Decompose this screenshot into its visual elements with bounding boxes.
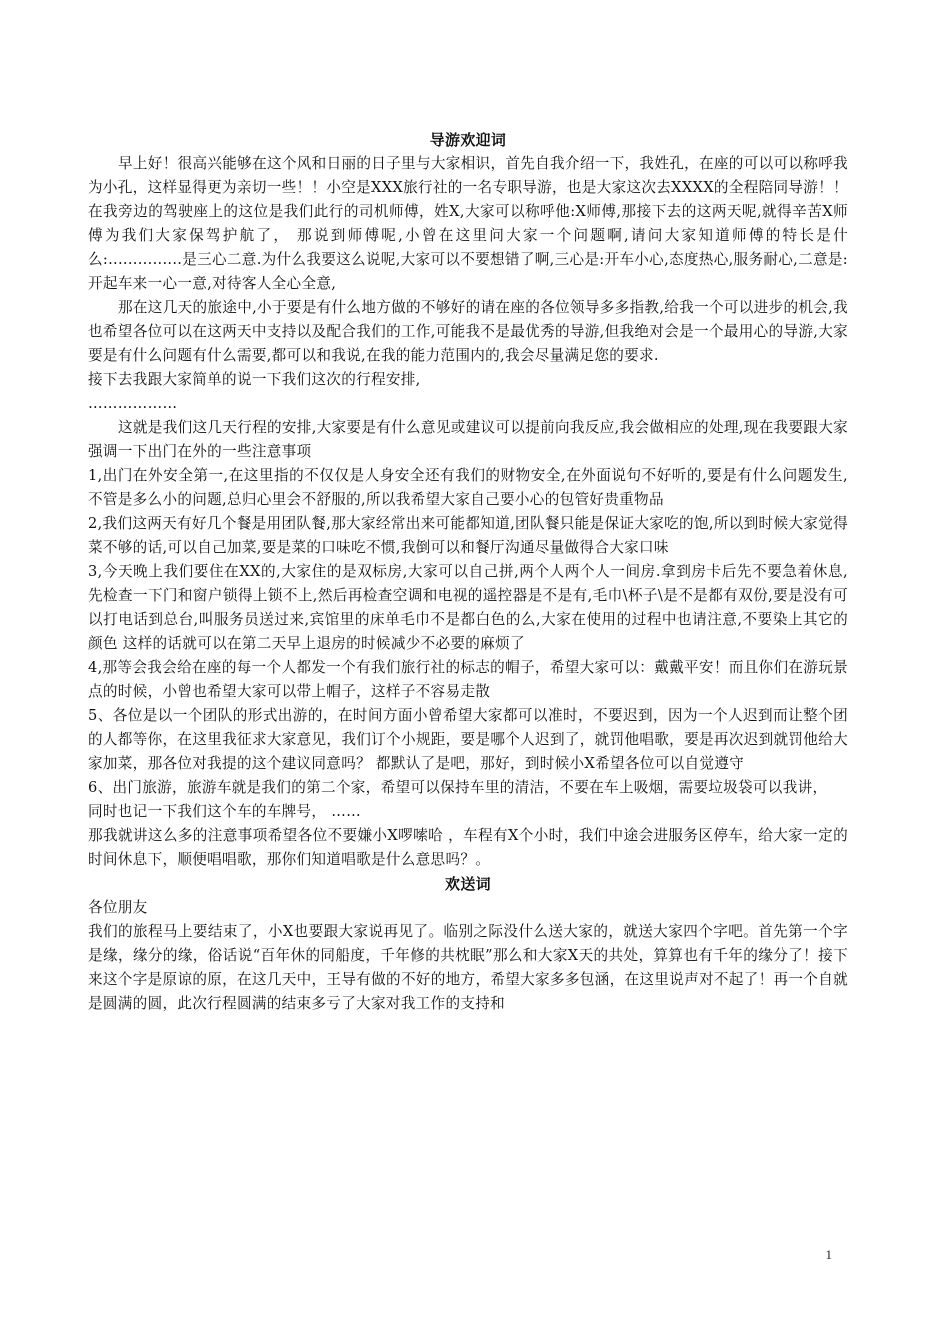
note-item-3: 3,今天晚上我们要住在XX的,大家住的是双标房,大家可以自己拼,两个人两个人一间房.拿到房卡后先不要急着休息,先检查一下门和窗户锁得上锁不上,然后再检查空调和电视的遥控器是不是有,毛巾\杯子\是不是都有双份,要是没有可以打电话到总台,叫服务员送过来,宾馆里的床单毛巾不是都白色的么,大家在使用的过程中也请注意,不要染上其它的颜色 这样的话就可以在第二天早上退房的时候减少不必要的麻烦了 [88, 563, 848, 652]
page-number: 1 [825, 1247, 832, 1262]
welcome-paragraph-intro: 早上好！很高兴能够在这个风和日丽的日子里与大家相识，首先自我介绍一下，我姓孔，在座的可以可以称呼我为小孔，这样显得更为亲切一些！！小空是XXX旅行社的一名专职导游，也是大家这次去XXXX的全程陪同导游！！在我旁边的驾驶座上的这位是我们此行的司机师傅，姓X,大家可以称呼他:X师傅,那接下去的这两天呢,就得辛苦X师傅为我们大家保驾护航了， 那说到师傅呢,小曾在这里问大家一个问题啊,请问大家知道师傅的特长是什么:...............是三心二意.为什么我要这么说呢,大家可以不要想错了啊,三心是:开车小心,态度热心,服务耐心,二意是:开起车来一心一意,对待客人全心全意, [88, 155, 848, 292]
welcome-title: 导游欢迎词 [429, 131, 507, 149]
license-plate-note: 同时也记一下我们这个车的车牌号， …… [88, 803, 362, 820]
welcome-closing: 那我就讲这么多的注意事项希望各位不要嫌小X啰嗦哈 ，车程有X个小时，我们中途会进服务区停车，给大家一定的时间休息下，顺便唱唱歌，那你们知道唱歌是什么意思吗？。 [88, 827, 848, 868]
farewell-title: 欢送词 [445, 875, 491, 893]
note-item-2: 2,我们这两天有好几个餐是用团队餐,那大家经常出来可能都知道,团队餐只能是保证大家吃的饱,所以到时候大家觉得菜不够的话,可以自己加菜,要是菜的口味吃不惯,我倒可以和餐厅沟通尽量做得合大家口味 [88, 515, 848, 556]
itinerary-ellipsis: ……………… [88, 395, 178, 412]
note-item-6: 6、出门旅游，旅游车就是我们的第二个家，希望可以保持车里的清洁，不要在车上吸烟，需要垃圾袋可以我讲， [88, 779, 828, 796]
notes-intro: 这就是我们这几天行程的安排,大家要是有什么意见或建议可以提前向我反应,我会做相应的处理,现在我要跟大家强调一下出门在外的一些注意事项 [88, 419, 848, 460]
note-item-5: 5、各位是以一个团队的形式出游的，在时间方面小曾希望大家都可以准时，不要迟到，因为一个人迟到而让整个团的人都等你，在这里我征求大家意见，我们订个小规距，要是哪个人迟到了，就罚他唱歌，要是再次迟到就罚他给大家加菜，那各位对我提的这个建议同意吗？ 都默认了是吧，那好，到时候小X希望各位可以自觉遵守 [88, 707, 848, 772]
farewell-paragraph: 我们的旅程马上要结束了，小X也要跟大家说再见了。临别之际没什么送大家的，就送大家四个字吧。首先第一个字是缘，缘分的缘，俗话说“百年休的同船度，千年修的共枕眠”那么和大家X天的共处，算算也有千年的缘分了！接下来这个字是原谅的原，在这几天中，王导有做的不好的地方，希望大家多多包涵，在这里说声对不起了！再一个自就是圆满的圆，此次行程圆满的结束多亏了大家对我工作的支持和 [88, 923, 848, 1012]
note-item-4: 4,那等会我会给在座的每一个人都发一个有我们旅行社的标志的帽子，希望大家可以：戴戴平安！而且你们在游玩景点的时候，小曾也希望大家可以带上帽子，这样子不容易走散 [88, 659, 848, 700]
itinerary-intro: 接下去我跟大家简单的说一下我们这次的行程安排, [88, 371, 421, 388]
farewell-salutation: 各位朋友 [88, 899, 148, 916]
welcome-paragraph-promise: 那在这几天的旅途中,小于要是有什么地方做的不够好的请在座的各位领导多多指教,给我一个可以进步的机会,我也希望各位可以在这两天中支持以及配合我们的工作,可能我不是最优秀的导游,但我绝对会是一个最用心的导游,大家要是有什么问题有什么需要,都可以和我说,在我的能力范围内的,我会尽量满足您的要求. [88, 299, 848, 364]
document-body [88, 128, 848, 1016]
note-item-1: 1,出门在外安全第一,在这里指的不仅仅是人身安全还有我们的财物安全,在外面说句不好听的,要是有什么问题发生,不管是多么小的问题,总归心里会不舒服的,所以我希望大家自己要小心的包管好贵重物品 [88, 467, 848, 508]
